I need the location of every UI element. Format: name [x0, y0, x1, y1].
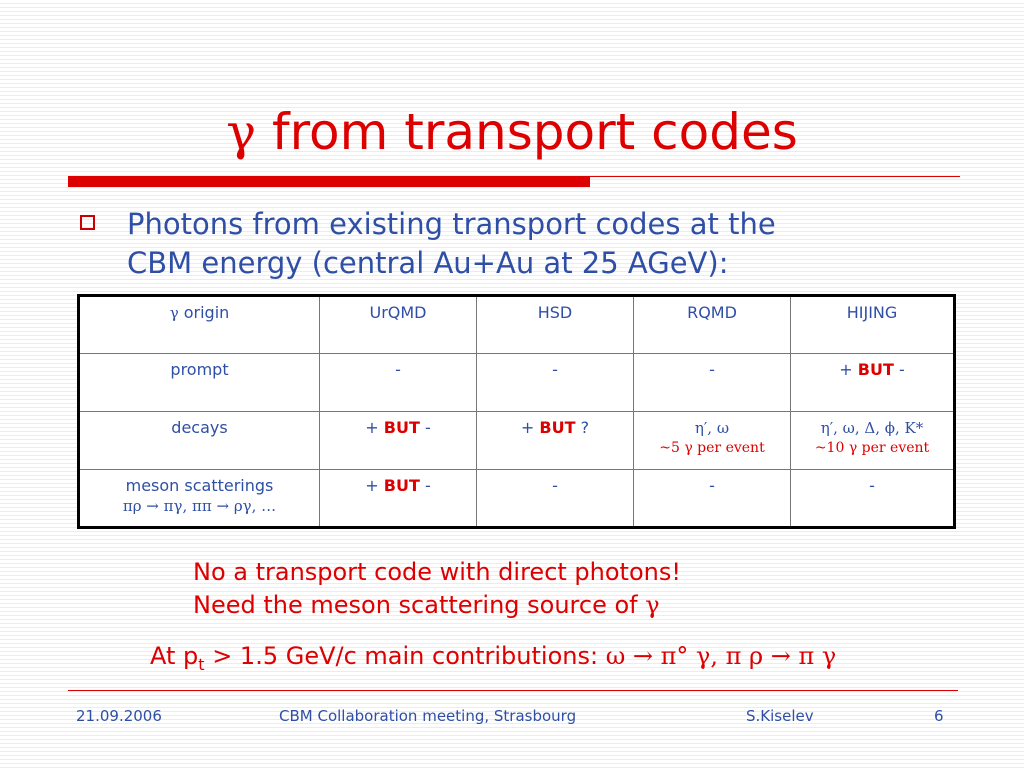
header-hsd: HSD	[477, 296, 634, 354]
cell-plus: +	[365, 418, 379, 437]
cell-hijing	[791, 412, 955, 470]
cell-origin-label: meson scatterings	[125, 476, 274, 495]
contrib-formula: ω → π° γ, π ρ → π γ	[605, 642, 837, 670]
cell-but: BUT	[857, 360, 894, 379]
cell-rqmd: -	[634, 470, 791, 528]
footer-event: CBM Collaboration meeting, Strasbourg	[279, 707, 577, 725]
cell-origin: decays	[79, 412, 320, 470]
slide-title	[0, 100, 1024, 164]
cell-particles: η′, ω	[694, 419, 730, 437]
title-gamma-symbol: γ	[226, 103, 257, 161]
cell-hijing: -	[791, 470, 955, 528]
cell-minus: -	[898, 360, 905, 379]
photon-sources-table	[77, 294, 956, 529]
cell-hijing	[791, 354, 955, 412]
cell-yield: ~5 γ per event	[659, 440, 765, 456]
cell-origin: prompt	[79, 354, 320, 412]
square-bullet-icon	[80, 215, 95, 230]
cell-minus: -	[424, 476, 431, 495]
cell-question: ?	[580, 418, 590, 437]
note-line-1: No a transport code with direct photons!	[193, 558, 681, 586]
footer-date: 21.09.2006	[76, 707, 162, 725]
table-row-decays	[79, 412, 955, 470]
footer-divider	[68, 690, 958, 691]
cell-origin	[79, 470, 320, 528]
cell-yield: ~10 γ per event	[814, 440, 930, 456]
cell-but: BUT	[539, 418, 576, 437]
cell-urqmd	[320, 470, 477, 528]
cell-urqmd	[320, 412, 477, 470]
main-contributions	[150, 641, 836, 680]
cell-hsd: -	[477, 354, 634, 412]
header-urqmd: UrQMD	[320, 296, 477, 354]
cell-plus: +	[365, 476, 379, 495]
bullet-line-1: Photons from existing transport codes at the	[127, 207, 776, 241]
cell-hsd	[477, 412, 634, 470]
title-underline-thick	[68, 176, 590, 187]
bullet-line-2: CBM energy (central Au+Au at 25 AGeV):	[127, 246, 729, 280]
cell-plus: +	[839, 360, 853, 379]
note-line-2-text: Need the meson scattering source of	[193, 591, 638, 619]
contrib-subscript: t	[198, 654, 205, 674]
contrib-middle: > 1.5 GeV/c main contributions:	[204, 642, 606, 670]
cell-plus: +	[520, 418, 535, 437]
footer-page-number: 6	[934, 707, 944, 725]
cell-origin-reactions: πρ → πγ, ππ → ργ, …	[122, 497, 277, 515]
cell-rqmd	[634, 412, 791, 470]
note-gamma-symbol: γ	[645, 591, 660, 619]
cell-urqmd: -	[320, 354, 477, 412]
note-line-2	[193, 590, 660, 620]
header-origin: γ origin	[79, 296, 320, 354]
cell-minus: -	[424, 418, 431, 437]
cell-particles: η′, ω, Δ, ϕ, K*	[820, 419, 924, 437]
header-rqmd: RQMD	[634, 296, 791, 354]
cell-hsd: -	[477, 470, 634, 528]
table-header-row	[79, 296, 955, 354]
cell-but: BUT	[383, 476, 420, 495]
cell-but: BUT	[383, 418, 420, 437]
title-text: from transport codes	[271, 103, 798, 161]
bullet-text	[127, 205, 927, 283]
header-hijing: HIJING	[791, 296, 955, 354]
title-underline-thin	[590, 176, 960, 177]
contrib-prefix: At p	[150, 642, 199, 670]
cell-rqmd: -	[634, 354, 791, 412]
table-row-prompt	[79, 354, 955, 412]
table-row-meson-scatterings	[79, 470, 955, 528]
footer-author: S.Kiselev	[746, 707, 814, 725]
